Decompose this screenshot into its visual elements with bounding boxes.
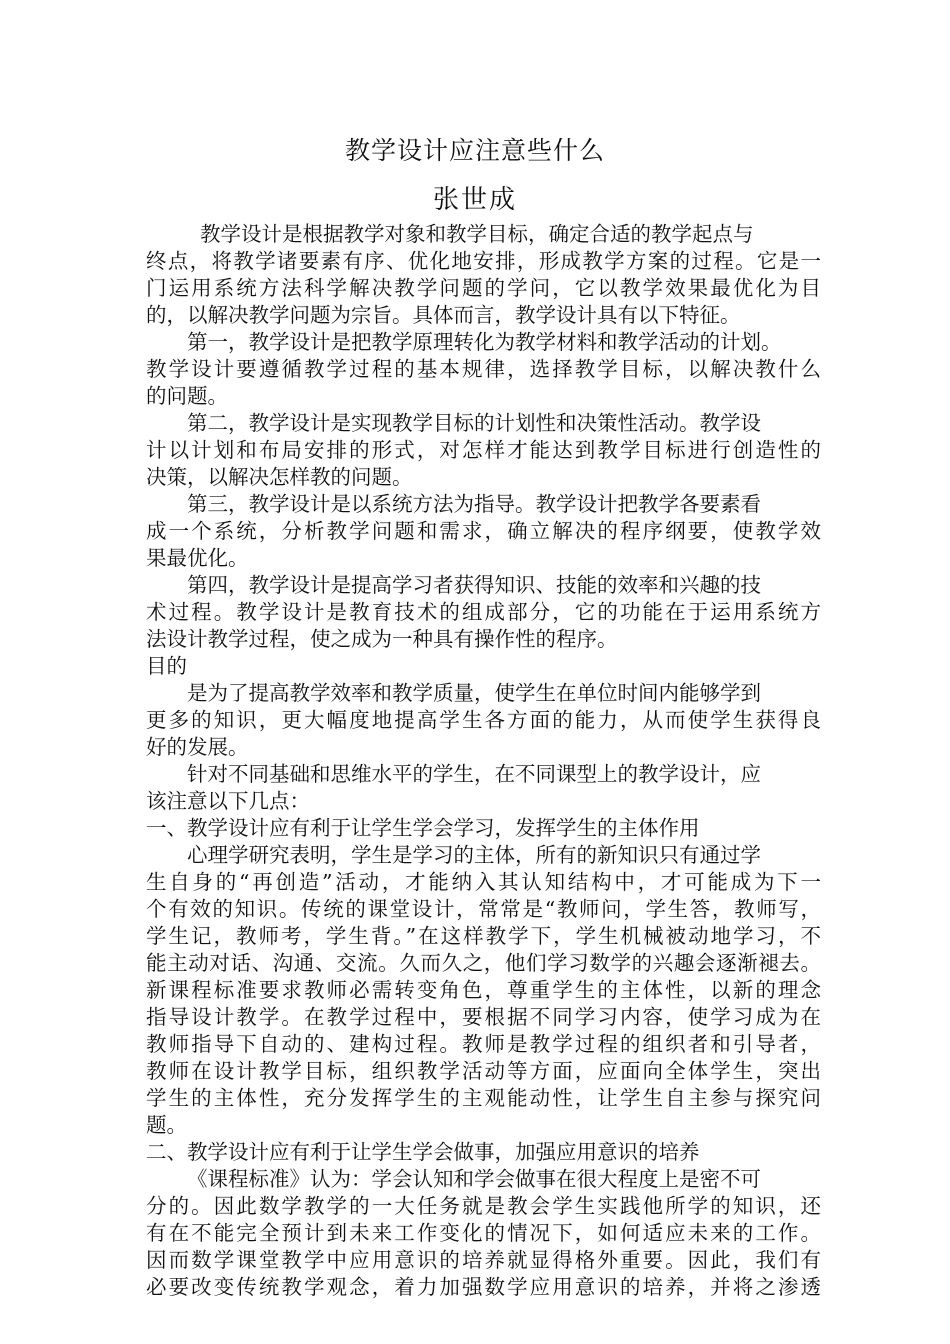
text-line: 分的。因此数学教学的一大任务就是教会学生实践他所学的知识，还 bbox=[146, 1194, 821, 1218]
text-line: 成一个系统，分析教学问题和需求，确立解决的程序纲要，使教学效 bbox=[146, 519, 821, 543]
document-title: 教学设计应注意些什么 bbox=[344, 136, 605, 165]
document-body bbox=[146, 221, 821, 1301]
text-line: 能主动对话、沟通、交流。久而久之，他们学习数学的兴趣会逐渐褪去。 bbox=[146, 951, 821, 975]
text-line: 因而数学课堂教学中应用意识的培养就显得格外重要。因此，我们有 bbox=[146, 1248, 821, 1272]
text-line: 好的发展。 bbox=[146, 735, 249, 759]
text-line: 第一，教学设计是把教学原理转化为教学材料和教学活动的计划。 bbox=[187, 330, 782, 354]
text-line: 更多的知识，更大幅度地提高学生各方面的能力，从而使学生获得良 bbox=[146, 708, 821, 732]
text-line: 的问题。 bbox=[146, 384, 228, 408]
text-line: 第四，教学设计是提高学习者获得知识、技能的效率和兴趣的技 bbox=[187, 573, 761, 597]
text-line: 学生记，教师考，学生背。”在这样教学下，学生机械被动地学习，不 bbox=[146, 924, 821, 948]
section-heading: 二、教学设计应有利于让学生学会做事，加强应用意识的培养 bbox=[146, 1140, 700, 1164]
text-line: 果最优化。 bbox=[146, 546, 249, 570]
text-line: 新课程标准要求教师必需转变角色，尊重学生的主体性，以新的理念 bbox=[146, 978, 821, 1002]
text-line: 的，以解决教学问题为宗旨。具体而言，教学设计具有以下特征。 bbox=[146, 303, 741, 327]
section-heading: 一、教学设计应有利于让学生学会学习，发挥学生的主体作用 bbox=[146, 816, 700, 840]
text-line: 学生的主体性，充分发挥学生的主观能动性，让学生自主参与探究问 bbox=[146, 1086, 821, 1110]
text-line: 计以计划和布局安排的形式，对怎样才能达到教学目标进行创造性的 bbox=[146, 438, 821, 462]
text-line: 生自身的“再创造”活动，才能纳入其认知结构中，才可能成为下一 bbox=[146, 870, 821, 894]
text-line: 个有效的知识。传统的课堂设计，常常是“教师问，学生答，教师写， bbox=[146, 897, 821, 921]
text-line: 法设计教学过程，使之成为一种具有操作性的程序。 bbox=[146, 627, 618, 651]
text-line: 心理学研究表明，学生是学习的主体，所有的新知识只有通过学 bbox=[187, 843, 761, 867]
text-line: 终点，将教学诸要素有序、优化地安排，形成教学方案的过程。它是一 bbox=[146, 249, 821, 273]
text-line: 是为了提高教学效率和教学质量，使学生在单位时间内能够学到 bbox=[187, 681, 761, 705]
text-line: 有在不能完全预计到未来工作变化的情况下，如何适应未来的工作。 bbox=[146, 1221, 821, 1245]
text-line: 题。 bbox=[146, 1113, 187, 1137]
text-line: 教师在设计教学目标，组织教学活动等方面，应面向全体学生，突出 bbox=[146, 1059, 821, 1083]
text-line: 针对不同基础和思维水平的学生，在不同课型上的教学设计，应 bbox=[187, 762, 761, 786]
text-line: 第三，教学设计是以系统方法为指导。教学设计把教学各要素看 bbox=[187, 492, 761, 516]
section-label: 目的 bbox=[146, 654, 187, 678]
text-line: 教学设计要遵循教学过程的基本规律，选择教学目标，以解决教什么 bbox=[146, 357, 821, 381]
text-line: 必要改变传统教学观念，着力加强数学应用意识的培养，并将之渗透 bbox=[146, 1275, 821, 1299]
text-line: 该注意以下几点： bbox=[146, 789, 310, 813]
text-line: 第二，教学设计是实现教学目标的计划性和决策性活动。教学设 bbox=[187, 411, 761, 435]
document-author: 张世成 bbox=[432, 185, 517, 215]
text-line: 教师指导下自动的、建构过程。教师是教学过程的组织者和引导者， bbox=[146, 1032, 821, 1056]
text-line: 术过程。教学设计是教育技术的组成部分，它的功能在于运用系统方 bbox=[146, 600, 821, 624]
text-line: 教学设计是根据教学对象和教学目标，确定合适的教学起点与 bbox=[200, 222, 754, 246]
text-line: 决策，以解决怎样教的问题。 bbox=[146, 465, 413, 489]
text-line: 《课程标准》认为：学会认知和学会做事在很大程度上是密不可 bbox=[187, 1167, 761, 1191]
text-line: 门运用系统方法科学解决教学问题的学问，它以教学效果最优化为目 bbox=[146, 276, 821, 300]
text-line: 指导设计教学。在教学过程中，要根据不同学习内容，使学习成为在 bbox=[146, 1005, 821, 1029]
